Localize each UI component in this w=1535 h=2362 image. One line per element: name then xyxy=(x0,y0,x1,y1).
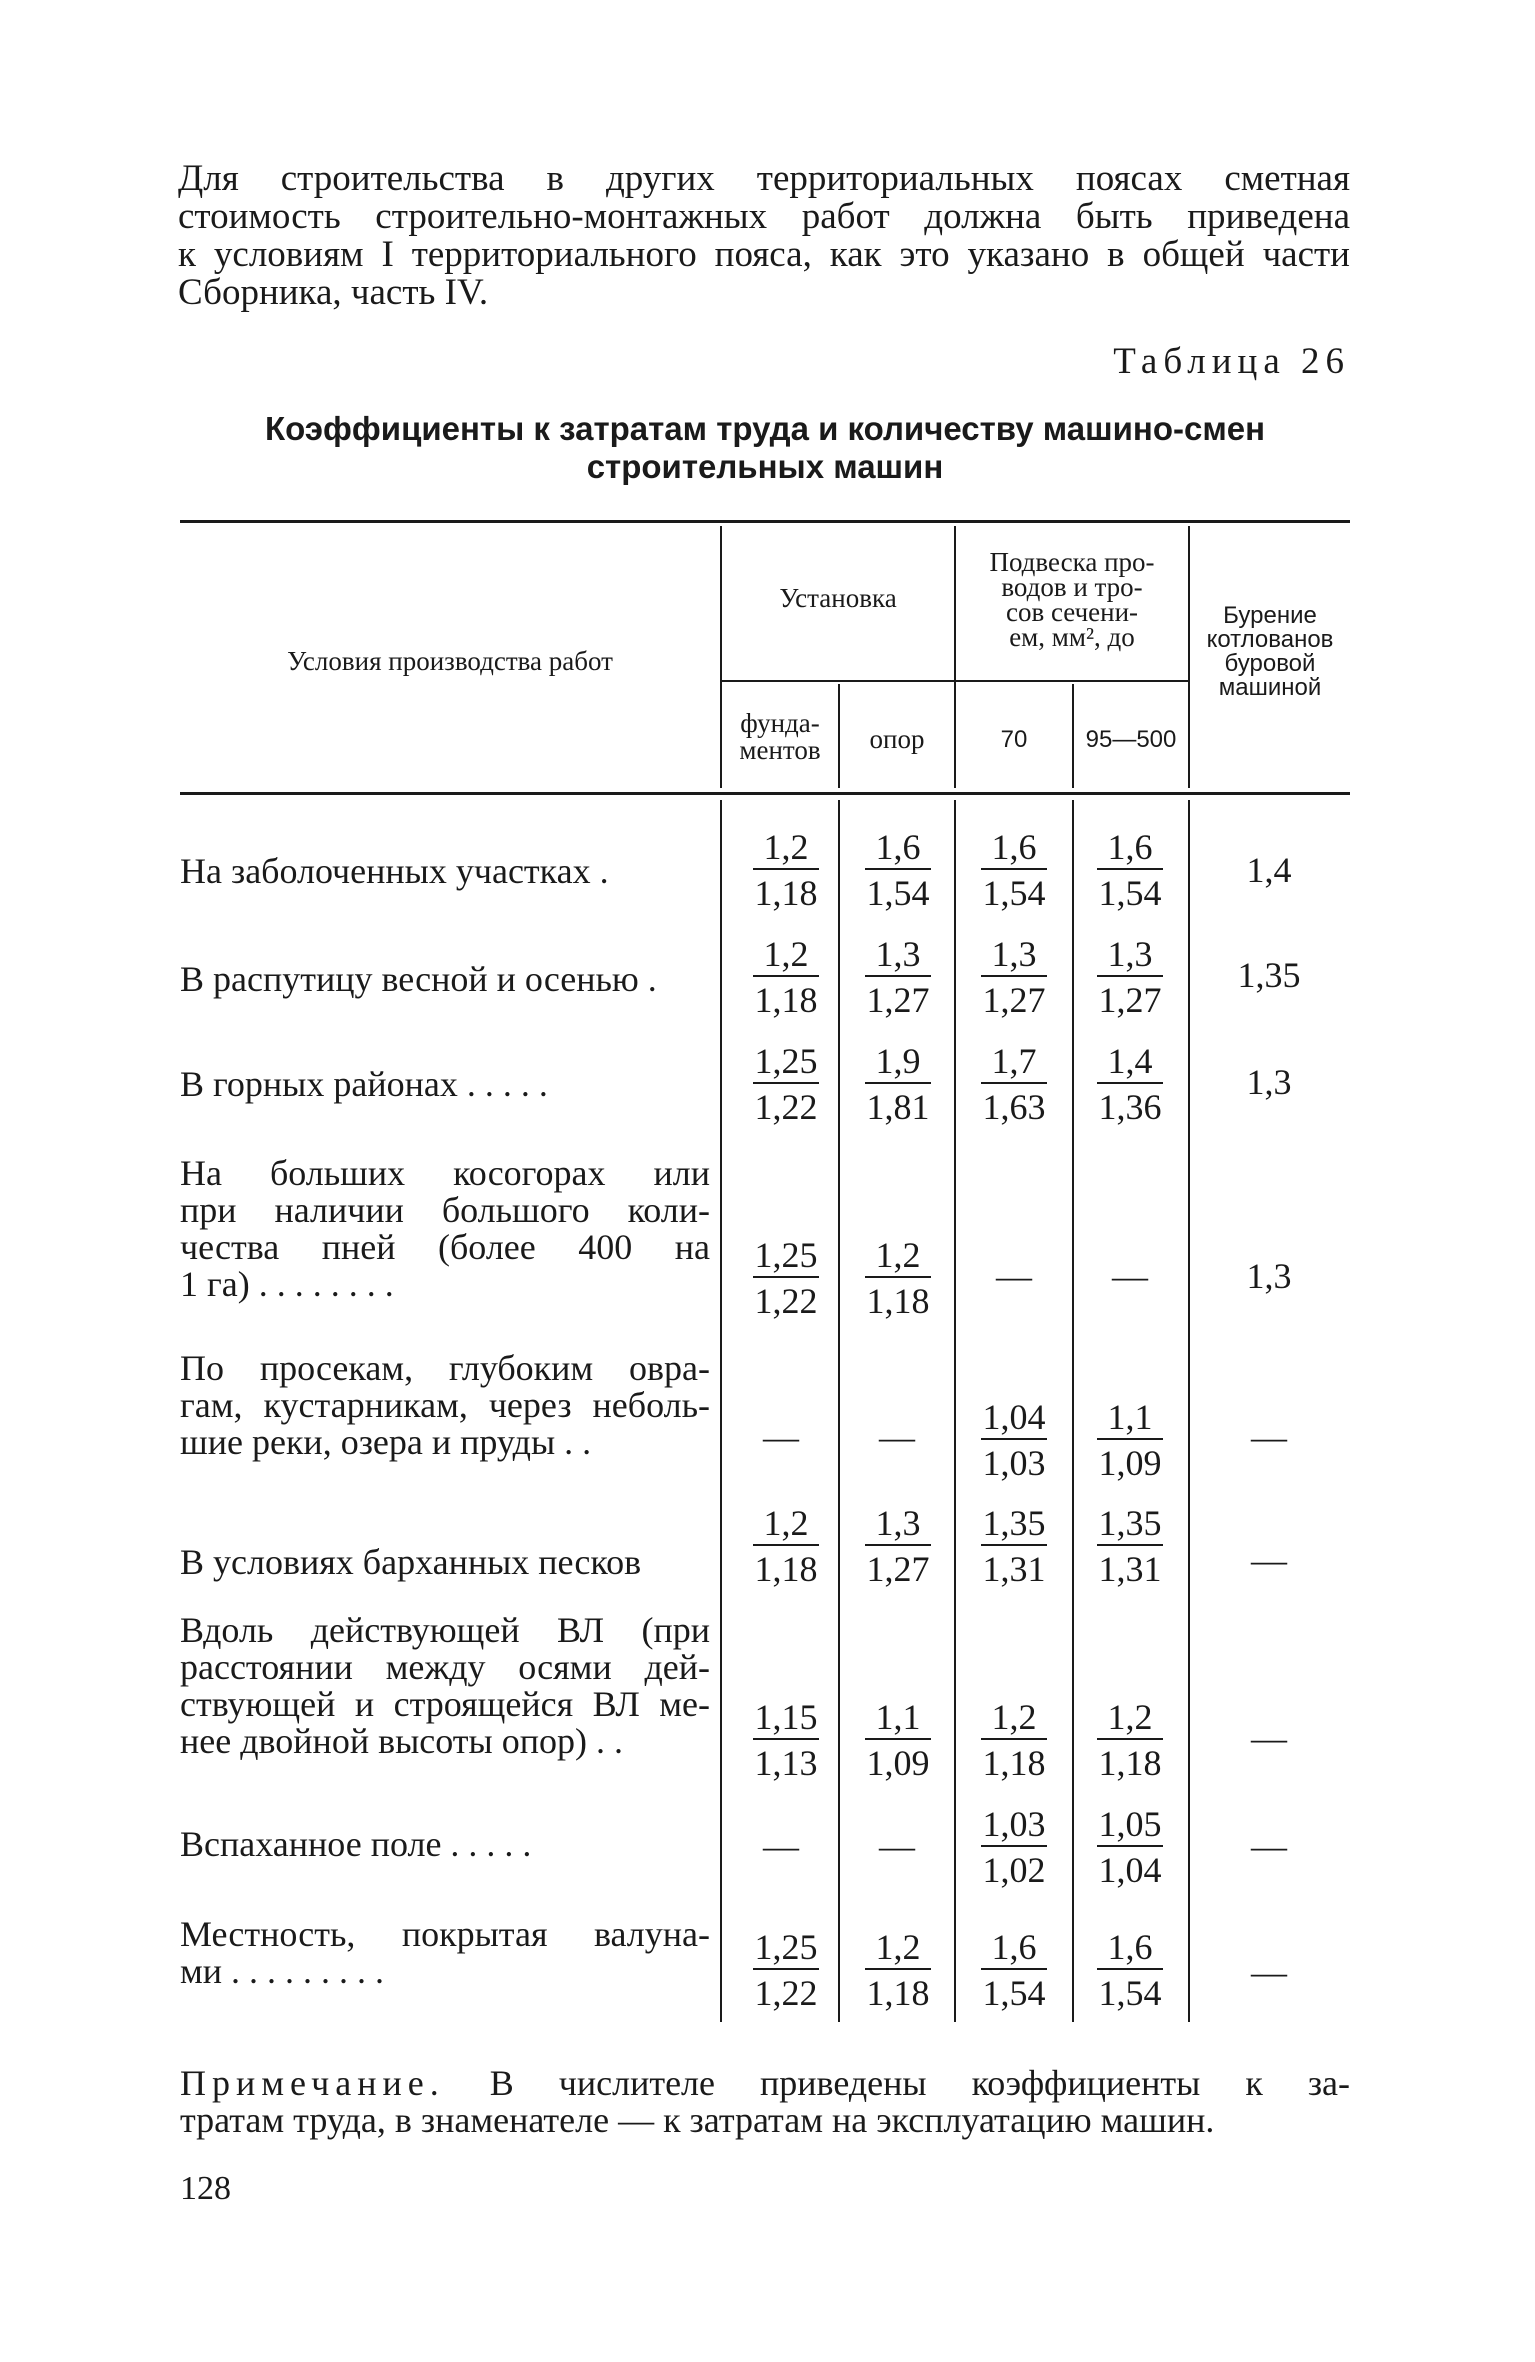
numerator: 1,3 xyxy=(865,933,931,977)
numerator: 1,2 xyxy=(753,826,819,870)
numerator: 1,6 xyxy=(1097,826,1163,870)
cell-70 xyxy=(969,1803,1059,1889)
row-label-line: при наличии большого коли- xyxy=(180,1190,710,1230)
numerator: 1,05 xyxy=(1097,1803,1163,1847)
row-label-line: На заболоченных участках . xyxy=(180,851,609,891)
cell-70 xyxy=(969,1696,1059,1782)
denominator: 1,18 xyxy=(866,1281,930,1321)
denominator: 1,13 xyxy=(754,1743,818,1783)
intro-line: стоимость строительно-монтажных работ должна быть приведена xyxy=(178,196,1350,237)
numerator: 1,35 xyxy=(981,1502,1047,1546)
cell-supports: — xyxy=(879,1417,915,1457)
cell-supports xyxy=(853,1696,943,1782)
table-header-bottom-rule xyxy=(180,792,1350,795)
intro-paragraph xyxy=(178,160,1350,312)
cell-95-500 xyxy=(1085,1926,1175,2012)
numerator: 1,25 xyxy=(753,1234,819,1278)
row-label-line: В горных районах . . . . . xyxy=(180,1064,548,1104)
cell-70 xyxy=(969,826,1059,912)
row-label xyxy=(180,853,710,890)
note-line1-text: В числителе приведены коэффициенты к за- xyxy=(489,2063,1351,2103)
cell-foundations: — xyxy=(763,1417,799,1457)
numerator: 1,7 xyxy=(981,1040,1047,1084)
denominator: 1,18 xyxy=(1098,1743,1162,1783)
body-vrule xyxy=(1188,800,1190,2022)
cell-foundations xyxy=(741,1502,831,1588)
denominator: 1,22 xyxy=(754,1973,818,2013)
header-drilling-line: котлованов xyxy=(1206,626,1334,653)
row-label-line: нее двойной высоты опор) . . xyxy=(180,1721,623,1761)
cell-foundations xyxy=(741,1040,831,1126)
row-label xyxy=(180,1155,710,1303)
header-foundations xyxy=(722,710,838,764)
cell-70 xyxy=(969,1040,1059,1126)
cell-foundations xyxy=(741,1696,831,1782)
numerator: 1,25 xyxy=(753,1926,819,1970)
denominator: 1,27 xyxy=(866,1549,930,1589)
cell-95-500 xyxy=(1085,1803,1175,1889)
cell-foundations xyxy=(741,826,831,912)
header-suspension xyxy=(956,547,1188,652)
denominator: 1,04 xyxy=(1098,1850,1162,1890)
row-label-line: В распутицу весной и осенью . xyxy=(180,959,657,999)
row-label-line: 1 га) . . . . . . . . xyxy=(180,1264,394,1304)
intro-line: к условиям I территориального пояса, как это указано в общей части xyxy=(178,234,1350,275)
cell-supports xyxy=(853,1040,943,1126)
table-label: Таблица 26 xyxy=(1113,341,1350,382)
note-line xyxy=(180,2065,1350,2102)
denominator: 1,31 xyxy=(1098,1549,1162,1589)
numerator: 1,15 xyxy=(753,1696,819,1740)
body-vrule xyxy=(1072,800,1074,2022)
cell-supports xyxy=(853,1234,943,1320)
row-label-line: В условиях барханных песков xyxy=(180,1542,642,1582)
header-conditions: Условия производства работ xyxy=(287,646,613,676)
row-label-line: Местность, покрытая валуна- xyxy=(180,1914,710,1954)
numerator: 1,1 xyxy=(1097,1396,1163,1440)
cell-drilling: — xyxy=(1251,1718,1287,1758)
cell-drilling: — xyxy=(1251,1417,1287,1457)
cell-foundations xyxy=(741,1234,831,1320)
cell-95-500 xyxy=(1085,1040,1175,1126)
cell-drilling: — xyxy=(1251,1540,1287,1580)
denominator: 1,02 xyxy=(982,1850,1046,1890)
numerator: 1,4 xyxy=(1097,1040,1163,1084)
numerator: 1,2 xyxy=(753,1502,819,1546)
body-vrule xyxy=(838,800,840,2022)
row-label-line: По просекам, глубоким овра- xyxy=(180,1348,710,1388)
denominator: 1,18 xyxy=(866,1973,930,2013)
cell-drilling: — xyxy=(1251,1952,1287,1992)
denominator: 1,18 xyxy=(754,1549,818,1589)
note-lead: Примечание. xyxy=(180,2063,445,2103)
row-label-line: На больших косогорах или xyxy=(180,1153,710,1193)
installation-subheader-rule xyxy=(722,680,954,682)
numerator: 1,03 xyxy=(981,1803,1047,1847)
cell-drilling: 1,3 xyxy=(1246,1256,1292,1296)
cell-foundations xyxy=(741,1926,831,2012)
header-foundations-line: ментов xyxy=(739,735,821,765)
cell-supports xyxy=(853,1926,943,2012)
denominator: 1,27 xyxy=(866,980,930,1020)
denominator: 1,54 xyxy=(1098,873,1162,913)
note-line: тратам труда, в знаменателе — к затратам на эксплуатацию машин. xyxy=(180,2100,1215,2140)
row-label-line: Вдоль действующей ВЛ (при xyxy=(180,1610,710,1650)
cell-70: — xyxy=(996,1256,1032,1296)
table-note xyxy=(180,2065,1350,2139)
row-label xyxy=(180,1350,710,1461)
header-drilling xyxy=(1190,604,1350,700)
denominator: 1,81 xyxy=(866,1087,930,1127)
row-label-line: шие реки, озера и пруды . . xyxy=(180,1422,592,1462)
numerator: 1,2 xyxy=(1097,1696,1163,1740)
row-label-line: ми . . . . . . . . . xyxy=(180,1951,385,1991)
denominator: 1,22 xyxy=(754,1087,818,1127)
row-label-line: гам, кустарникам, через неболь- xyxy=(180,1385,710,1425)
header-drilling-line: Бурение xyxy=(1223,602,1317,629)
row-label-line: чества пней (более 400 на xyxy=(180,1227,710,1267)
denominator: 1,18 xyxy=(754,873,818,913)
cell-70 xyxy=(969,1502,1059,1588)
cell-supports xyxy=(853,1502,943,1588)
numerator: 1,35 xyxy=(1097,1502,1163,1546)
cell-95-500 xyxy=(1085,826,1175,912)
cell-70 xyxy=(969,933,1059,1019)
intro-line: Для строительства в других территориальных поясах сметная xyxy=(178,158,1350,199)
denominator: 1,22 xyxy=(754,1281,818,1321)
cell-70 xyxy=(969,1926,1059,2012)
denominator: 1,36 xyxy=(1098,1087,1162,1127)
cell-supports: — xyxy=(879,1826,915,1866)
denominator: 1,03 xyxy=(982,1443,1046,1483)
header-col-70: 70 xyxy=(1000,726,1028,753)
row-label xyxy=(180,1066,710,1103)
body-vrule xyxy=(954,800,956,2022)
header-suspension-line: Подвеска про- xyxy=(989,547,1155,577)
denominator: 1,31 xyxy=(982,1549,1046,1589)
table-top-rule xyxy=(180,520,1350,523)
header-suspension-line: водов и тро- xyxy=(1001,572,1143,602)
cell-95-500 xyxy=(1085,1502,1175,1588)
denominator: 1,18 xyxy=(754,980,818,1020)
cell-foundations xyxy=(741,933,831,1019)
cell-95-500 xyxy=(1085,933,1175,1019)
header-installation: Установка xyxy=(779,583,897,613)
numerator: 1,2 xyxy=(865,1234,931,1278)
header-col-95-500: 95—500 xyxy=(1085,726,1177,753)
row-label xyxy=(180,961,710,998)
cell-foundations: — xyxy=(763,1826,799,1866)
page-number: 128 xyxy=(180,2170,231,2207)
numerator: 1,2 xyxy=(981,1696,1047,1740)
denominator: 1,27 xyxy=(1098,980,1162,1020)
numerator: 1,2 xyxy=(753,933,819,977)
denominator: 1,54 xyxy=(1098,1973,1162,2013)
intro-line: Сборника, часть IV. xyxy=(178,272,489,313)
denominator: 1,63 xyxy=(982,1087,1046,1127)
cell-drilling: 1,4 xyxy=(1246,850,1292,890)
numerator: 1,3 xyxy=(981,933,1047,977)
header-suspension-line: сов сечени- xyxy=(1005,597,1139,627)
numerator: 1,04 xyxy=(981,1396,1047,1440)
denominator: 1,27 xyxy=(982,980,1046,1020)
cell-70 xyxy=(969,1396,1059,1482)
denominator: 1,54 xyxy=(982,873,1046,913)
numerator: 1,6 xyxy=(1097,1926,1163,1970)
cell-supports xyxy=(853,933,943,1019)
denominator: 1,54 xyxy=(982,1973,1046,2013)
denominator: 1,54 xyxy=(866,873,930,913)
header-drilling-line: машиной xyxy=(1218,674,1322,701)
table-title xyxy=(180,410,1350,486)
row-label xyxy=(180,1544,710,1581)
cell-95-500: — xyxy=(1112,1256,1148,1296)
numerator: 1,9 xyxy=(865,1040,931,1084)
numerator: 1,6 xyxy=(865,826,931,870)
numerator: 1,25 xyxy=(753,1040,819,1084)
row-label xyxy=(180,1916,710,1990)
row-label xyxy=(180,1826,710,1863)
header-suspension-line: ем, мм², до xyxy=(1009,622,1135,652)
table-title-line: строительных машин xyxy=(586,448,944,485)
header-foundations-line: фунда- xyxy=(740,708,820,738)
denominator: 1,18 xyxy=(982,1743,1046,1783)
suspension-subheader-rule xyxy=(956,680,1188,682)
numerator: 1,3 xyxy=(865,1502,931,1546)
numerator: 1,3 xyxy=(1097,933,1163,977)
cell-drilling: 1,35 xyxy=(1237,955,1301,995)
denominator: 1,09 xyxy=(1098,1443,1162,1483)
header-drilling-line: буровой xyxy=(1224,650,1316,677)
cell-supports xyxy=(853,826,943,912)
header-supports: опор xyxy=(869,724,925,754)
row-label-line: расстоянии между осями дей- xyxy=(180,1647,710,1687)
row-label-line: ствующей и строящейся ВЛ ме- xyxy=(180,1684,710,1724)
denominator: 1,09 xyxy=(866,1743,930,1783)
row-label xyxy=(180,1612,710,1760)
cell-95-500 xyxy=(1085,1396,1175,1482)
table-title-line: Коэффициенты к затратам труда и количеству машино-смен xyxy=(264,410,1266,447)
row-label-line: Вспаханное поле . . . . . xyxy=(180,1824,532,1864)
numerator: 1,2 xyxy=(865,1926,931,1970)
cell-95-500 xyxy=(1085,1696,1175,1782)
numerator: 1,1 xyxy=(865,1696,931,1740)
cell-drilling: — xyxy=(1251,1826,1287,1866)
body-vrule xyxy=(720,800,722,2022)
cell-drilling: 1,3 xyxy=(1246,1062,1292,1102)
numerator: 1,6 xyxy=(981,826,1047,870)
numerator: 1,6 xyxy=(981,1926,1047,1970)
